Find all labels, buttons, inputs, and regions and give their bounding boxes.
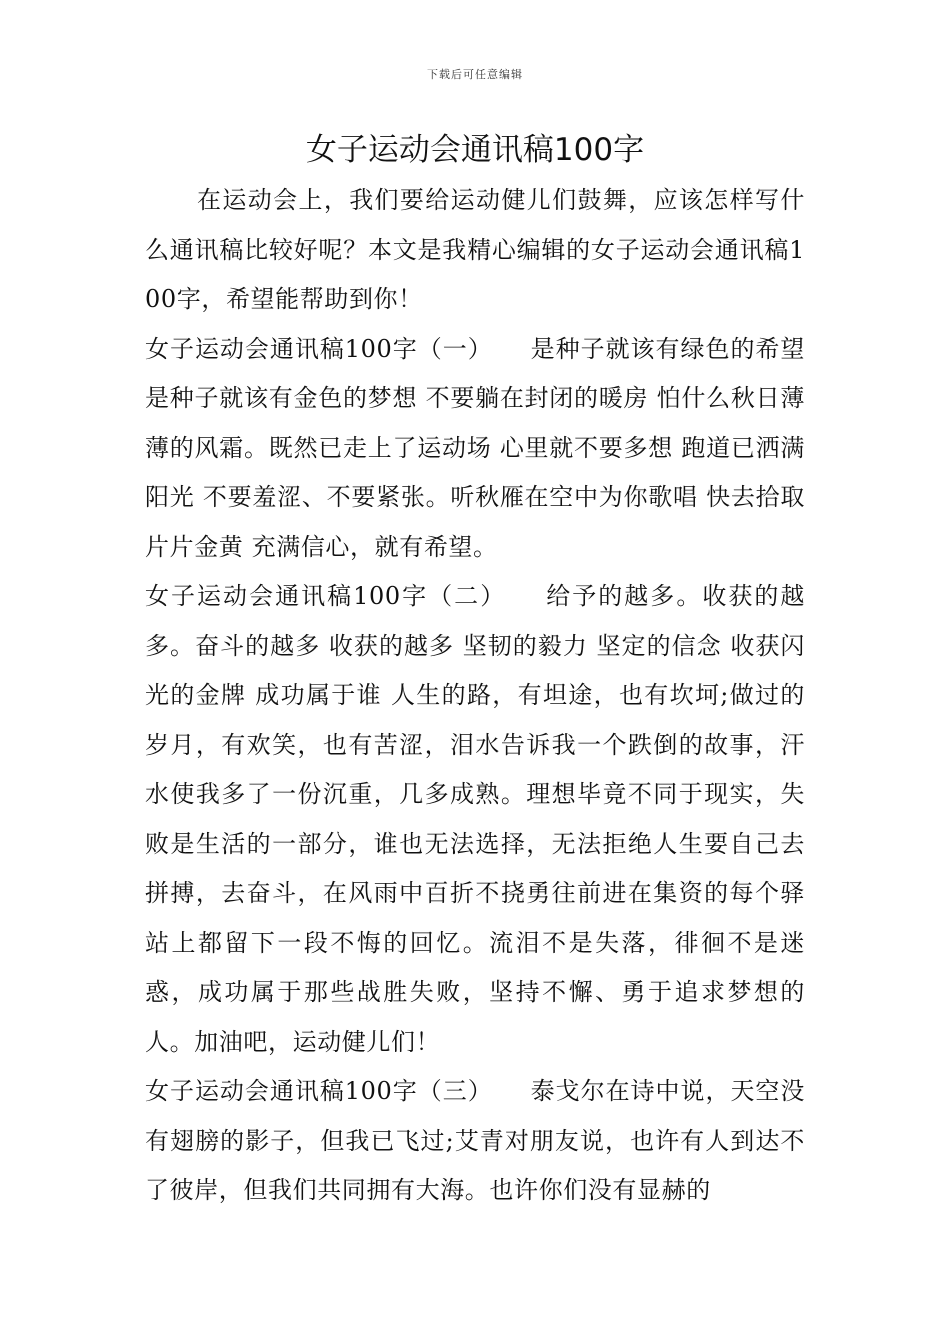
intro-paragraph: 在运动会上，我们要给运动健儿们鼓舞，应该怎样写什么通讯稿比较好呢？本文是我精心编辑的女子运动会通讯稿100字，希望能帮助到你！ xyxy=(145,186,805,313)
header-note: 下载后可任意编辑 xyxy=(427,68,523,81)
section-one-paragraph: 女子运动会通讯稿100字（一） 是种子就该有绿色的希望 是种子就该有金色的梦想 不要躺在封闭的暖房 怕什么秋日薄薄的风霜。既然已走上了运动场 心里就不要多想 跑道已洒满阳光 不要羞涩、不要紧张。听秋雁在空中为你歌唱 快去拾取片片金黄 充满信心，就有希望。 xyxy=(145,334,814,561)
document-body xyxy=(145,176,814,1216)
section-two-paragraph: 女子运动会通讯稿100字（二） 给予的越多。收获的越多。奋斗的越多 收获的越多 坚韧的毅力 坚定的信念 收获闪光的金牌 成功属于谁 人生的路，有坦途，也有坎坷;做过的岁月，有欢笑，也有苦涩，泪水告诉我一个跌倒的故事，汗水使我多了一份沉重，几多成熟。理想毕竟不同于现实，失败是生活的一部分，谁也无法选择，无法拒绝人生要自己去拼搏，去奋斗，在风雨中百折不挠勇往前进在集资的每个驿站上都留下一段不悔的回忆。流泪不是失落，徘徊不是迷惑，成功属于那些战胜失败，坚持不懈、勇于追求梦想的人。加油吧，运动健儿们！ xyxy=(145,582,805,1056)
section-three-paragraph: 女子运动会通讯稿100字（三） 泰戈尔在诗中说，天空没有翅膀的影子，但我已飞过;艾青对朋友说，也许有人到达不了彼岸，但我们共同拥有大海。也许你们没有显赫的 xyxy=(145,1077,805,1204)
document-title: 女子运动会通讯稿100字 xyxy=(305,132,645,168)
